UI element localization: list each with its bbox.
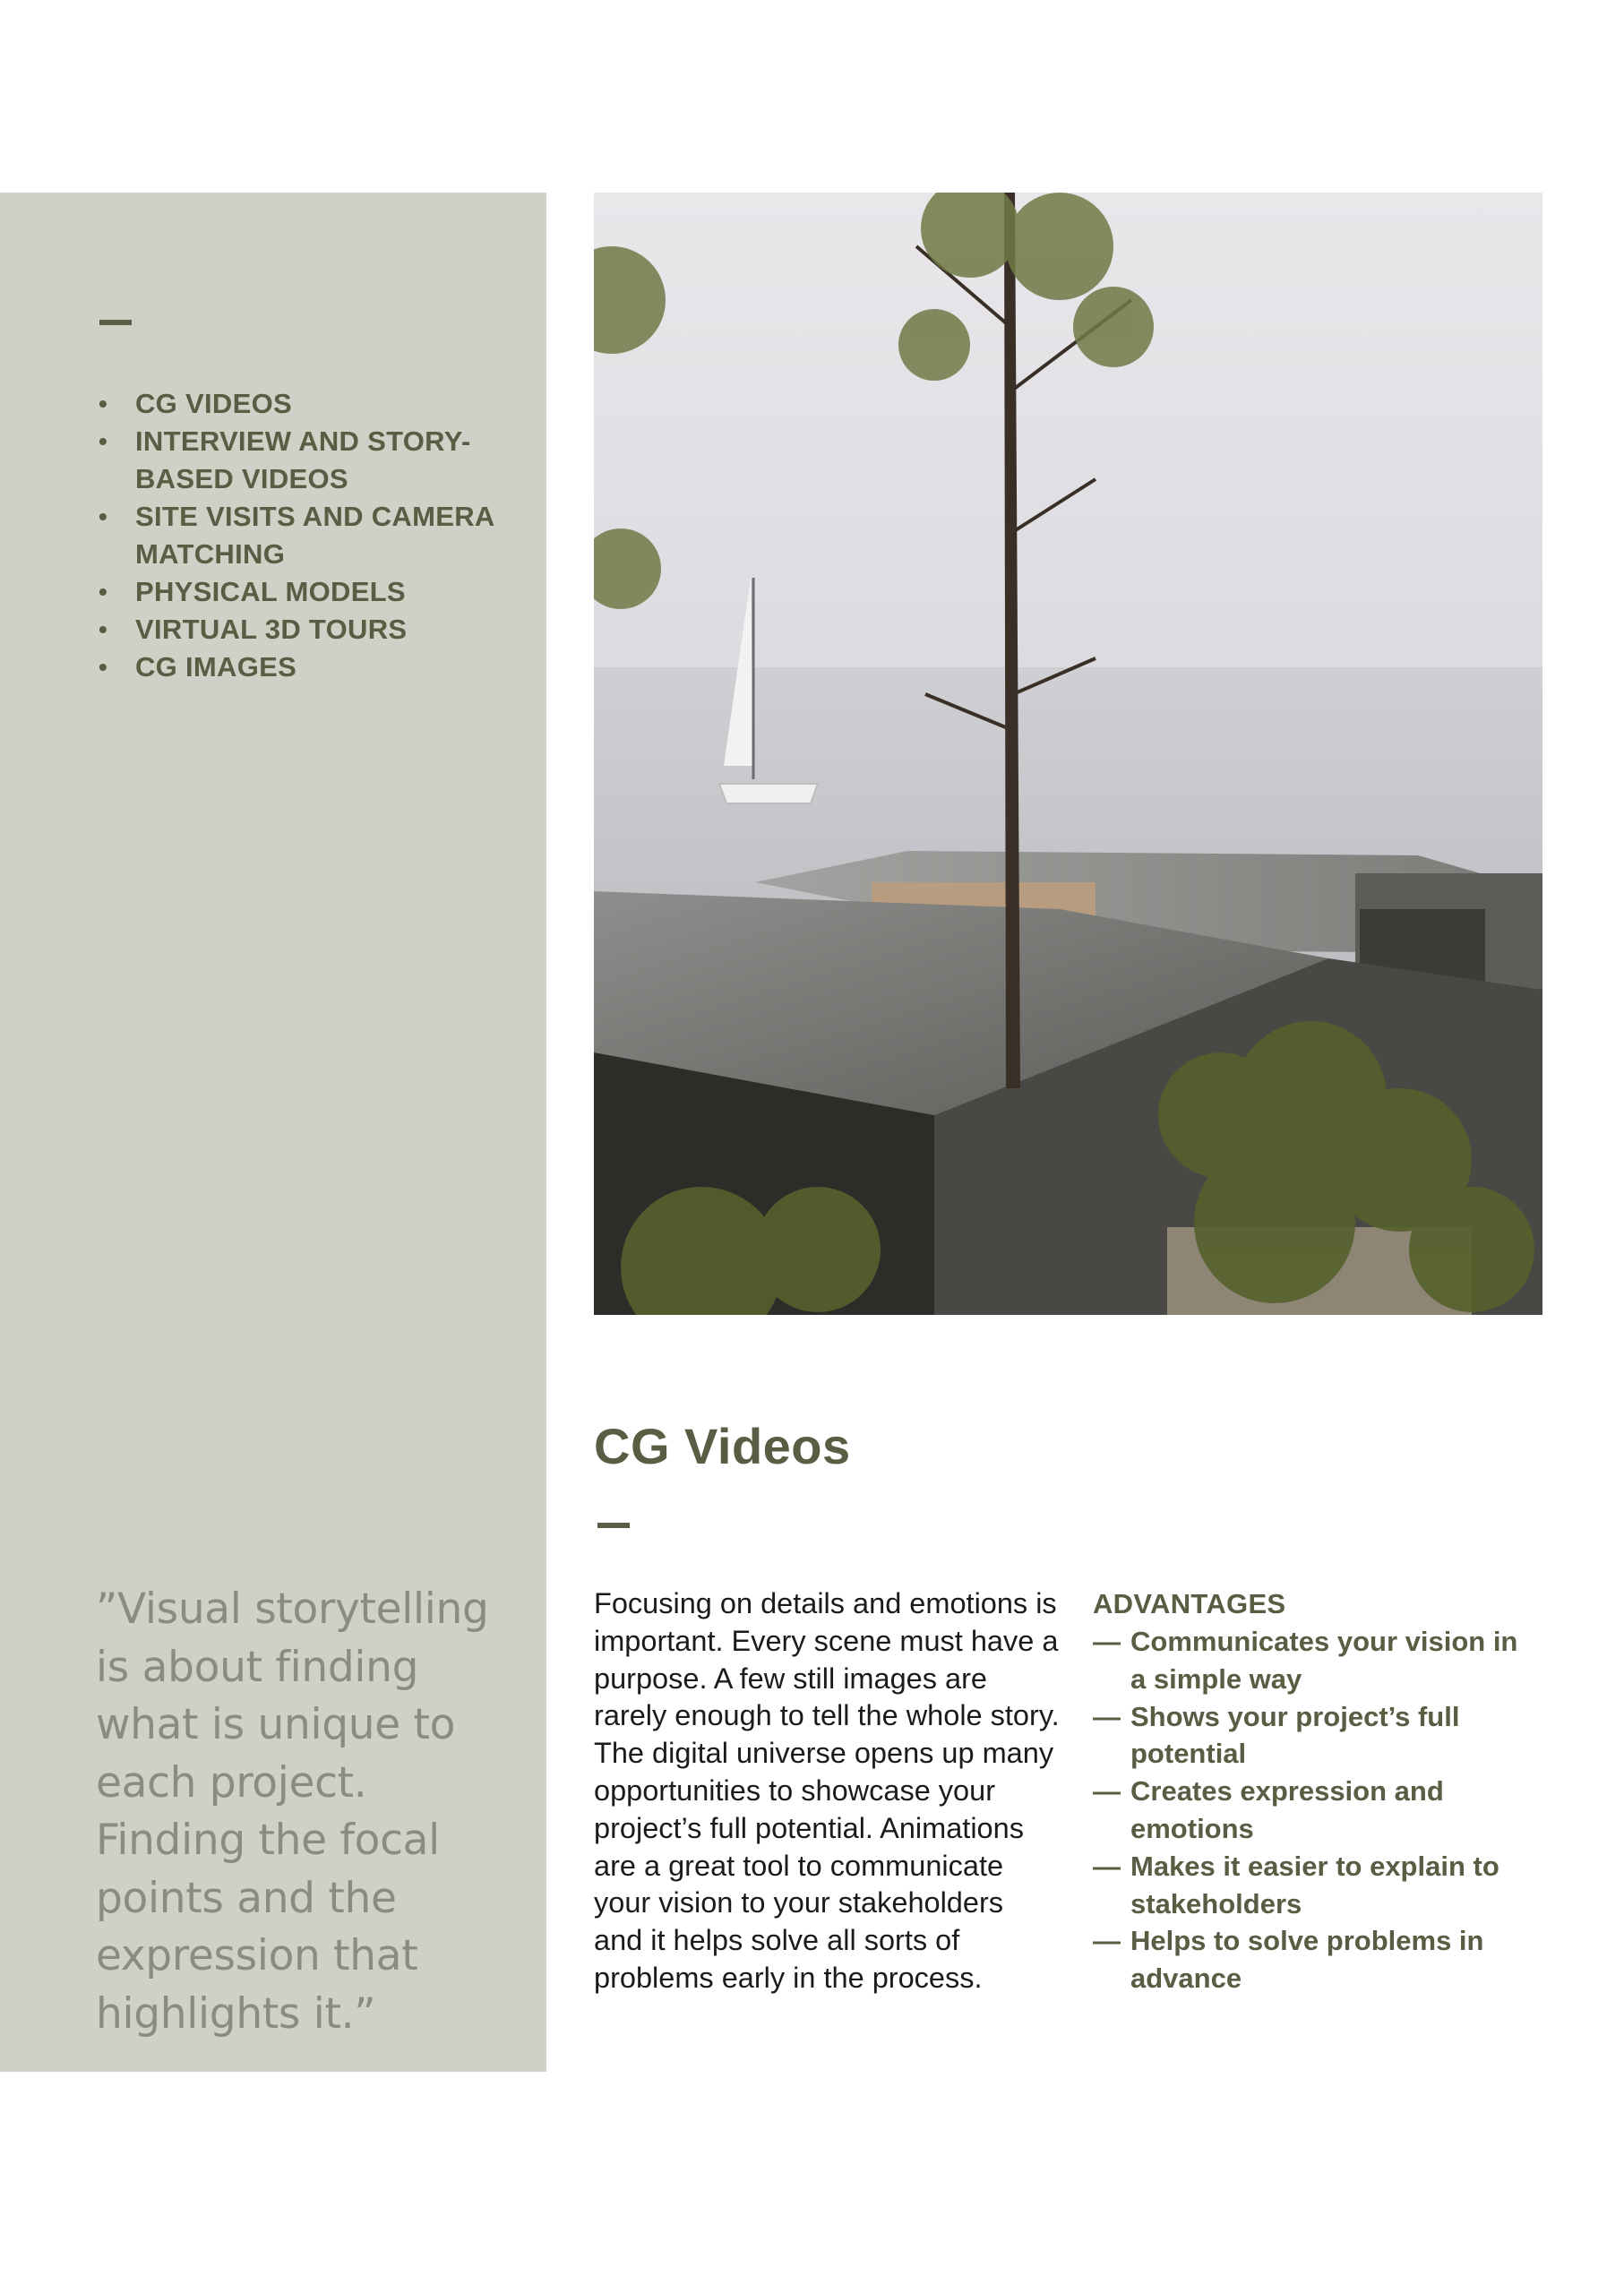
list-item [96,648,526,686]
service-label: SITE VISITS AND CAMERA MATCHING [135,501,494,570]
list-item [1093,1922,1541,1997]
advantage-label: Shows your project’s full potential [1130,1700,1460,1770]
service-label: CG VIDEOS [135,388,292,419]
sidebar-panel [0,193,546,2072]
list-item [96,498,526,573]
bullet-icon: • [99,615,108,643]
hero-illustration [594,193,1542,1315]
list-item [96,385,526,423]
advantages-title: ADVANTAGES [1093,1588,1286,1619]
section-heading: CG Videos [594,1418,851,1474]
advantage-label: Helps to solve problems in advance [1130,1925,1484,1995]
service-label: INTERVIEW AND STORY-BASED VIDEOS [135,425,471,494]
service-label: CG IMAGES [135,651,297,683]
dash-icon: — [1093,1925,1121,1957]
list-item [1093,1623,1541,1698]
list-item [1093,1848,1541,1923]
bullet-icon: • [99,653,108,681]
advantage-label: Makes it easier to explain to stakeholders [1130,1850,1499,1919]
hero-image [594,193,1542,1315]
decorative-dash [99,320,132,325]
list-item [96,423,526,498]
dash-icon: — [1093,1700,1121,1732]
pull-quote: ”Visual storytelling is about finding what is unique to each project. Finding the focal points and the expression that highlights it.” [96,1584,489,2039]
dash-icon: — [1093,1775,1121,1808]
service-label: PHYSICAL MODELS [135,576,406,607]
bullet-icon: • [99,427,108,455]
dash-icon: — [1093,1626,1121,1657]
list-item [1093,1698,1541,1773]
advantage-label: Communicates your vision in a simple way [1130,1626,1518,1695]
list-item [1093,1773,1541,1848]
service-label: VIRTUAL 3D TOURS [135,614,408,645]
advantages-list [1093,1623,1541,1997]
decorative-dash [597,1523,630,1528]
body-paragraph: Focusing on details and emotions is important. Every scene must have a purpose. A few still images are rarely enough to tell the whole story. The digital universe opens up many opportunities to showcase your project’s full potential. Animations are a great tool to communicate your vision to your stakeholders and it helps solve all sorts of problems early in the process. [594,1587,1060,1994]
advantages-block [1093,1585,1541,1997]
services-list [96,385,526,686]
bullet-icon: • [99,390,108,417]
list-item [96,611,526,648]
list-item [96,573,526,611]
advantage-label: Creates expression and emotions [1130,1775,1444,1844]
bullet-icon: • [99,502,108,530]
dash-icon: — [1093,1850,1121,1882]
bullet-icon: • [99,578,108,605]
